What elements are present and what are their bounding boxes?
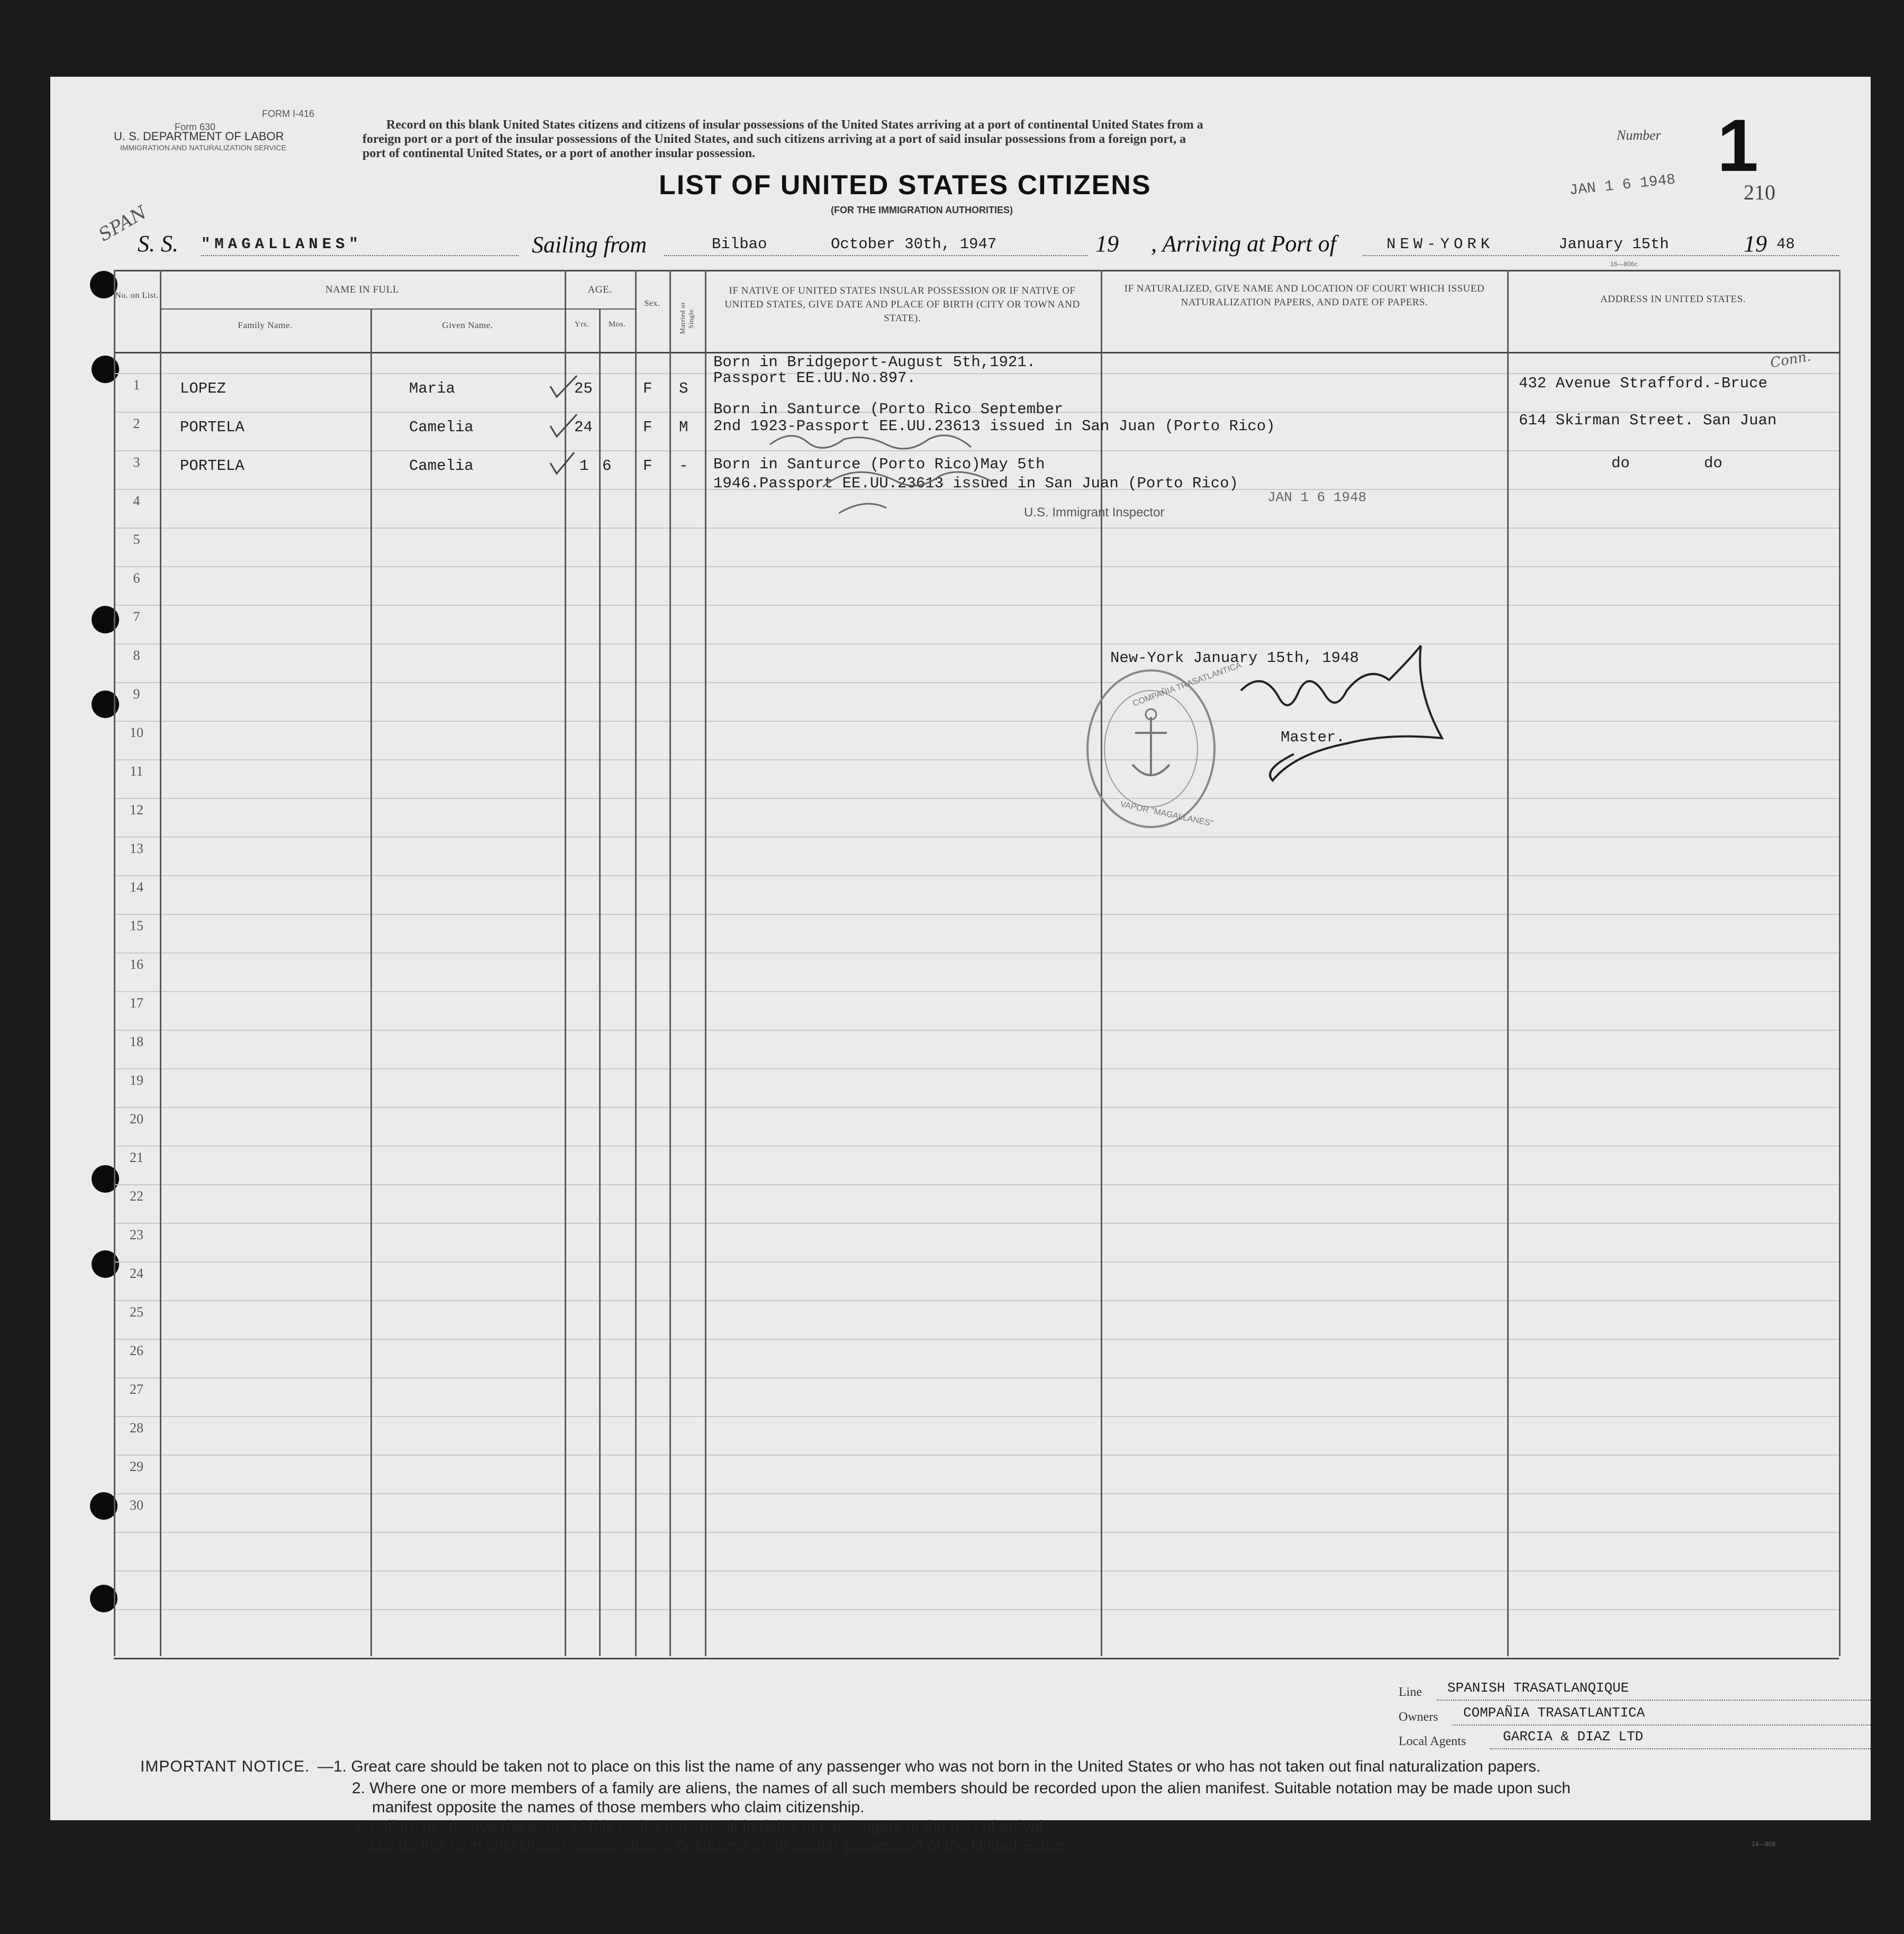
print-code-top: 16—806c: [1610, 260, 1638, 268]
row-number: 13: [130, 841, 143, 856]
given-name: Camelia: [409, 419, 474, 436]
row-number: 2: [133, 416, 140, 431]
header-age: AGE.: [587, 284, 612, 295]
row-number: 4: [133, 493, 140, 509]
notice-item: 2. Where one or more members of a family are aliens, the names of all such members should be recorded upon the alien manifest. Suitable notation may be made upon such: [352, 1779, 1571, 1797]
margin-note: SPAN: [95, 202, 150, 246]
page-subtitle: (FOR THE IMMIGRATION AUTHORITIES): [831, 205, 1013, 215]
row-number: 8: [133, 648, 140, 663]
instruction-line: Record on this blank United States citizens and citizens of insular possessions of the United States arriving at a port of continental United States from a: [386, 118, 1203, 132]
sailing-date: October 30th, 1947: [831, 235, 997, 253]
sheet-reference: 210: [1744, 180, 1775, 204]
sailing-port: Bilbao: [712, 235, 767, 253]
line-label: Line: [1399, 1685, 1422, 1699]
page-title: LIST OF UNITED STATES CITIZENS: [659, 170, 1152, 201]
row-number: 19: [130, 1073, 143, 1088]
row-number: 24: [130, 1266, 143, 1281]
header-name-in-full: NAME IN FULL: [325, 284, 399, 295]
row-number: 3: [133, 455, 140, 470]
department-label: U. S. DEPARTMENT OF LABOR: [114, 130, 284, 143]
row-number: 16: [130, 957, 143, 972]
sex: F: [643, 380, 652, 397]
form-number: FORM I-416: [262, 108, 315, 119]
row-number: 11: [130, 764, 143, 779]
header-sex: Sex.: [644, 299, 660, 308]
row-number: 23: [130, 1227, 143, 1242]
service-label: IMMIGRATION AND NATURALIZATION SERVICE: [120, 143, 286, 152]
agents-label: Local Agents: [1399, 1735, 1466, 1748]
sex: F: [643, 419, 652, 436]
row-number: 5: [133, 532, 140, 547]
print-code-bottom: 14—808: [1752, 1840, 1776, 1848]
row-number: 10: [130, 725, 143, 740]
marital-status: M: [679, 419, 688, 436]
row-number: 18: [130, 1034, 143, 1049]
row-number: 6: [133, 570, 140, 586]
arrival-date: January 15th: [1558, 235, 1669, 253]
owners-value: COMPAÑIA TRASATLANTICA: [1463, 1705, 1645, 1721]
master-signature: [1188, 648, 1463, 796]
owners-label: Owners: [1399, 1710, 1438, 1724]
header-yrs: Yrs.: [574, 320, 590, 329]
arrival-year-suffix: 48: [1776, 235, 1795, 253]
header-address: ADDRESS IN UNITED STATES.: [1600, 294, 1746, 305]
instruction-text: [362, 118, 1617, 161]
row-number: 28: [130, 1420, 143, 1436]
agents-value: GARCIA & DIAZ LTD: [1503, 1729, 1644, 1745]
seal-text-top: COMPAÑIA TRASATLANTICA: [1131, 660, 1243, 709]
given-name: Camelia: [409, 457, 474, 475]
family-name: LOPEZ: [180, 380, 226, 397]
instruction-line: port of continental United States, or a port of another insular possession.: [362, 147, 756, 160]
number-label: Number: [1617, 128, 1661, 143]
age-months: 6: [602, 457, 612, 475]
given-name: Maria: [409, 380, 456, 397]
notice-item: —1. Great care should be taken not to place on this list the name of any passenger who was not born in the United States or who has not taken out final naturalization papers.: [318, 1758, 1541, 1775]
birth-line: Passport EE.UU.No.897.: [713, 369, 916, 387]
header-birth: IF NATIVE OF UNITED STATES INSULAR POSSESSION OR IF NATIVE OF UNITED STATES, GIVE DATE AND PLACE OF BIRTH (CITY OR TOWN AND STATE).: [724, 285, 1080, 324]
row-number: 22: [130, 1188, 143, 1204]
header-naturalized: IF NATURALIZED, GIVE NAME AND LOCATION OF COURT WHICH ISSUED NATURALIZATION PAPERS, AND DATE OF PAPERS.: [1124, 283, 1485, 308]
arriving-label: , Arriving at Port of: [1151, 231, 1336, 257]
number-value: 1: [1717, 104, 1758, 187]
marital-status: -: [679, 457, 688, 475]
notice-item: 4. List on this form only United States citizens or citizens of an insular possession of the United States.: [352, 1837, 1072, 1854]
row-number: 29: [130, 1459, 143, 1474]
signature-place-date: New-York January 15th, 1948: [1110, 649, 1359, 667]
inspector-stamp-date: JAN 1 6 1948: [1267, 489, 1367, 505]
row-number: 7: [133, 609, 140, 624]
header-family-name: Family Name.: [238, 320, 293, 330]
row-number: 9: [133, 686, 140, 702]
line-value: SPANISH TRASATLANQIQUE: [1447, 1680, 1629, 1696]
sailing-label: Sailing from: [532, 232, 647, 258]
notice-heading: IMPORTANT NOTICE.: [140, 1758, 310, 1775]
address: 432 Avenue Strafford.-Bruce: [1519, 375, 1767, 392]
sex: F: [643, 457, 652, 475]
address-ditto: do: [1704, 455, 1722, 472]
birth-line: 1946.Passport EE.UU.23613 issued in San Juan (Porto Rico): [713, 475, 1238, 492]
conn-note: Conn.: [1769, 348, 1812, 371]
row-number: 17: [130, 995, 143, 1011]
age-years: 1: [579, 457, 589, 475]
birth-line: Born in Bridgeport-August 5th,1921.: [713, 353, 1036, 371]
ship-name: "MAGALLANES": [201, 235, 362, 253]
header-married: Married or Single.: [678, 302, 695, 334]
form-id: Form 630: [175, 122, 216, 132]
header-given-name: Given Name.: [442, 320, 493, 330]
header-mos: Mos.: [608, 320, 626, 329]
notice-item: 3. Failure to observe the terms of this notice may result in delay to passengers at the port of arrival.: [352, 1818, 1047, 1835]
instruction-line: foreign port or a port of the insular possessions of the United States, and such citizens arriving at a port of said insular possessions from a foreign port, a: [362, 132, 1186, 146]
inspector-signature: [759, 423, 1077, 519]
date-stamp: JAN 1 6 1948: [1568, 171, 1676, 199]
family-name: PORTELA: [180, 419, 244, 436]
row-number: 25: [130, 1304, 143, 1320]
row-number: 27: [130, 1382, 143, 1397]
ss-label: S. S.: [138, 231, 178, 257]
family-name: PORTELA: [180, 457, 244, 475]
birth-line: 2nd 1923-Passport EE.UU.23613 issued in San Juan (Porto Rico): [713, 417, 1275, 435]
manifest-sheet: [50, 77, 1871, 1854]
notice-item: manifest opposite the names of those members who claim citizenship.: [372, 1799, 865, 1816]
row-number: 12: [130, 802, 143, 818]
check-marks: [545, 373, 612, 495]
arrival-year-prefix: 19: [1744, 231, 1767, 257]
row-number: 1: [133, 377, 140, 393]
address: 614 Skirman Street. San Juan: [1519, 412, 1777, 429]
header-no: No. on List.: [115, 291, 159, 300]
address-ditto: do: [1611, 455, 1630, 472]
birth-line: Born in Santurce (Porto Rico)May 5th: [713, 456, 1045, 473]
age-years: 25: [574, 380, 593, 397]
row-number: 20: [130, 1111, 143, 1127]
row-number: 26: [130, 1343, 143, 1358]
sailing-year-prefix: 19: [1095, 231, 1119, 257]
row-number: 15: [130, 918, 143, 933]
signature-title: Master.: [1281, 729, 1345, 746]
marital-status: S: [679, 380, 688, 397]
arrival-port: NEW-YORK: [1386, 235, 1494, 253]
row-number: 21: [130, 1150, 143, 1165]
birth-line: Born in Santurce (Porto Rico September: [713, 401, 1064, 418]
seal-text-bottom: VAPOR "MAGALLANES": [1119, 800, 1214, 829]
age-years: 24: [574, 419, 593, 436]
inspector-label: U.S. Immigrant Inspector: [1024, 505, 1165, 520]
row-number: 30: [130, 1497, 143, 1513]
row-number: 14: [130, 879, 143, 895]
